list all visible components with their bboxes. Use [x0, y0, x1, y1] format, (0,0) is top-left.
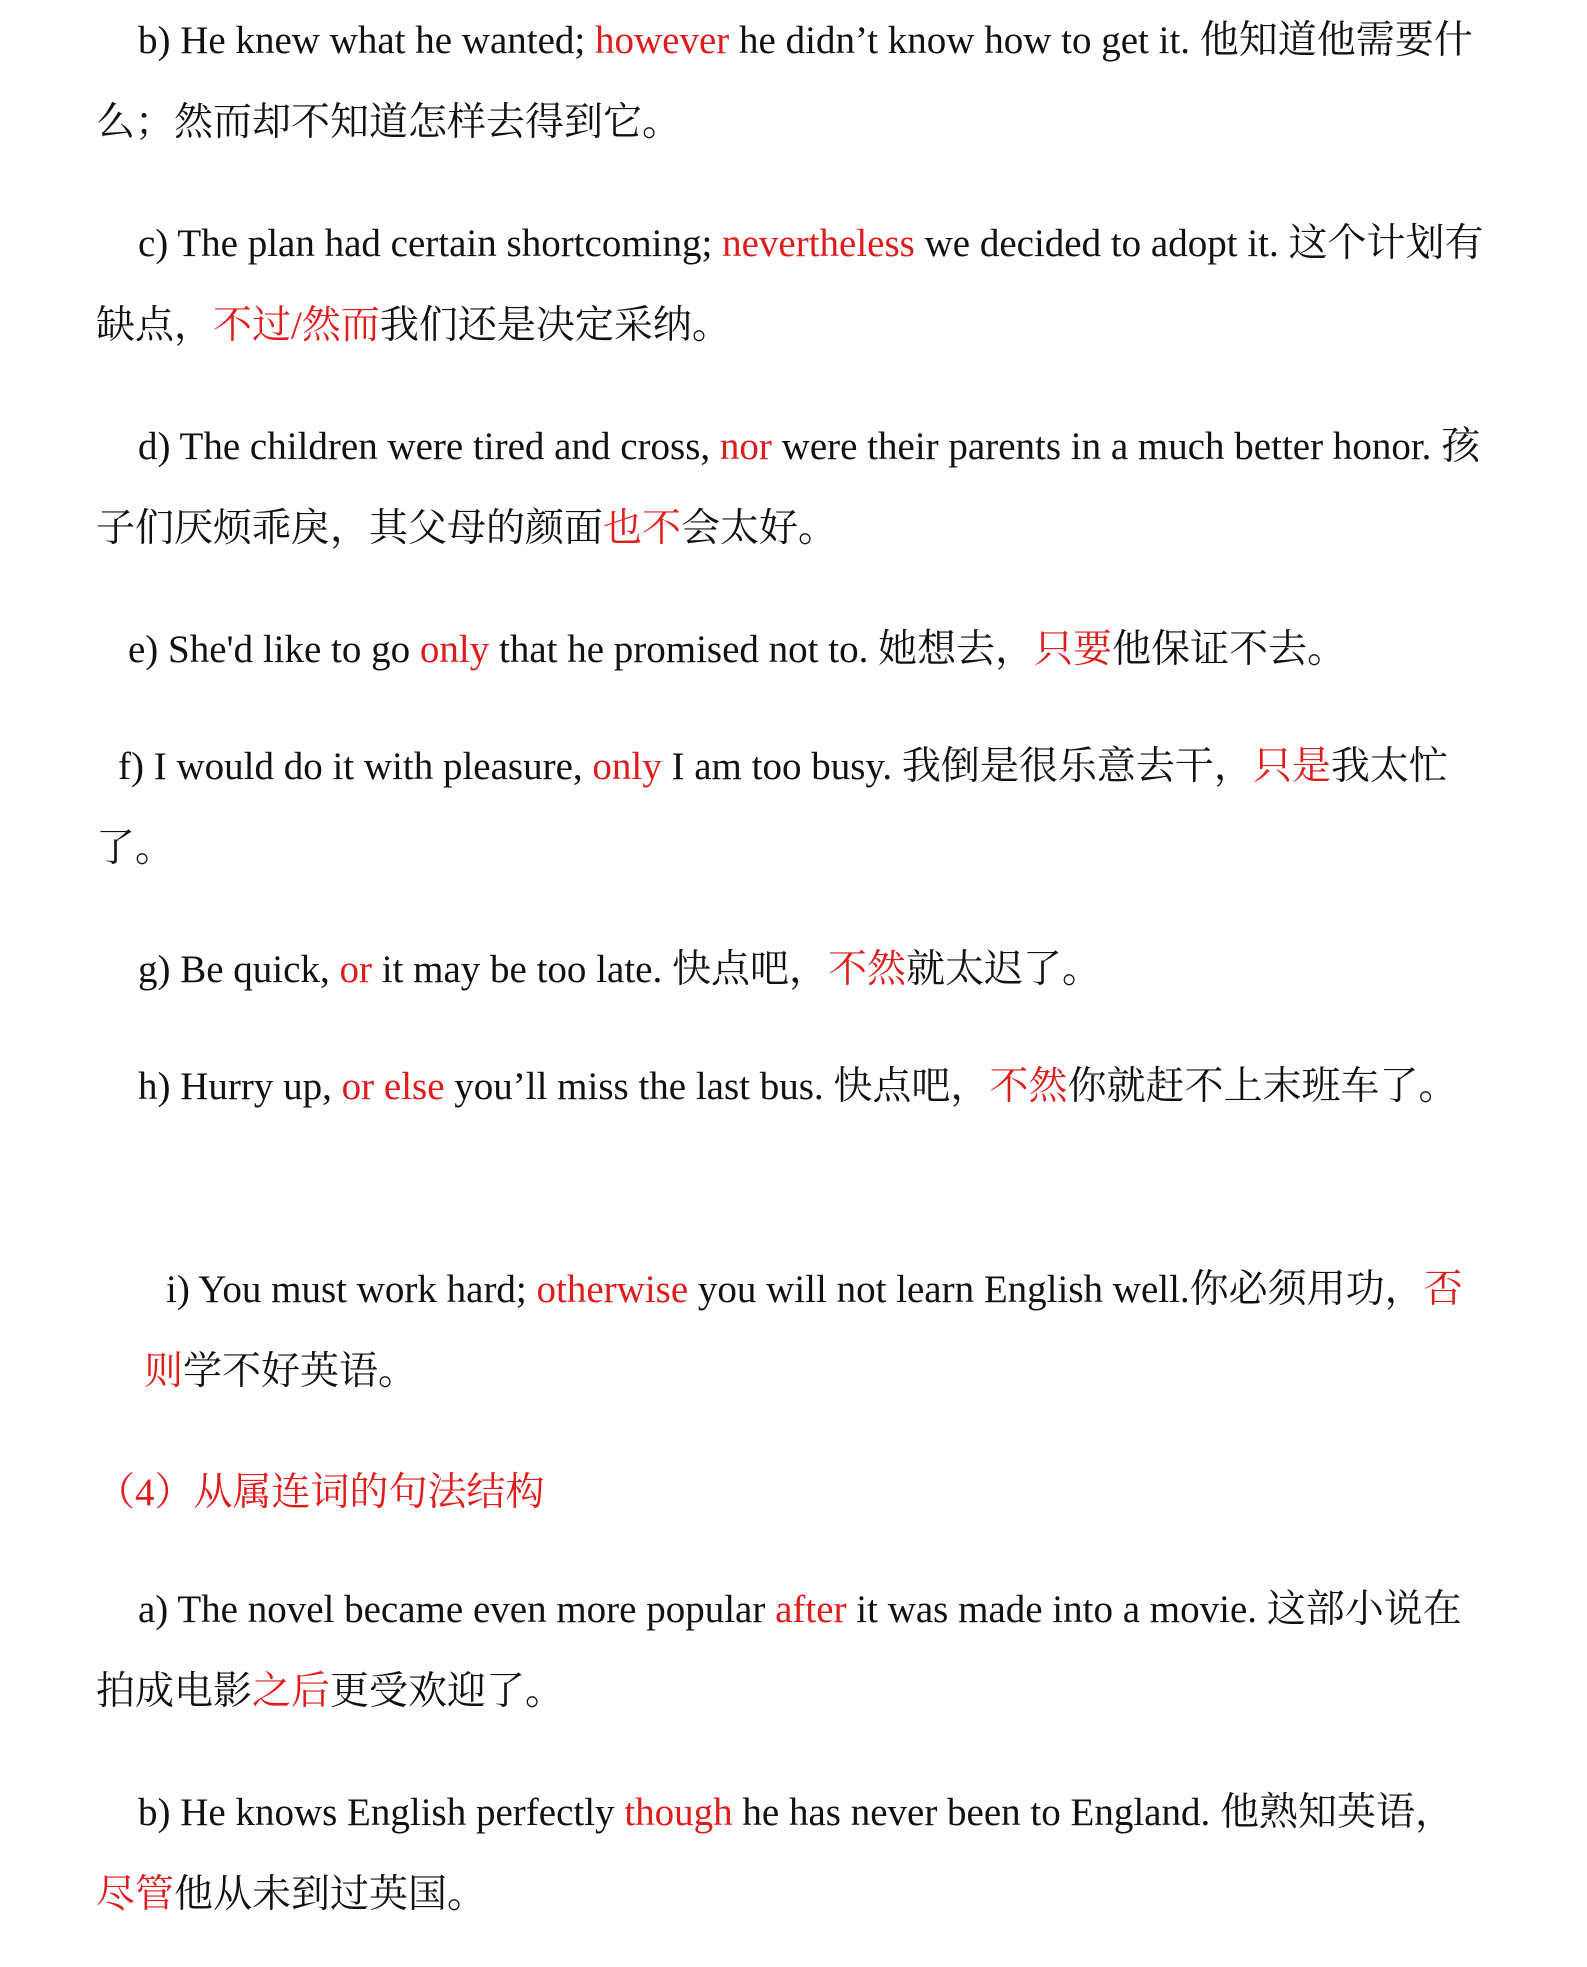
sentence-end: 会太好。: [681, 507, 838, 550]
sentence-rest: he has never been to England. 他熟知英语，: [732, 1791, 1454, 1834]
sentence-start: h) Hurry up,: [138, 1065, 342, 1108]
sentence-rest: it may be too late. 快点吧，: [371, 948, 828, 991]
keyword: however: [595, 19, 730, 62]
sentence-rest: he didn’t know how to get it. 他知道他需要什么；然而却不知道怎样去得到它。: [96, 19, 1473, 144]
sentence-start: g) Be quick,: [138, 948, 340, 991]
sentence-start: f) I would do it with pleasure,: [118, 745, 593, 788]
sentence-end: 他从未到过英国。: [174, 1873, 487, 1916]
keyword: otherwise: [536, 1268, 689, 1311]
keyword: nevertheless: [722, 222, 915, 265]
sentence-rest: that he promised not to. 她想去，: [489, 628, 1035, 671]
keyword-chinese: 也不: [603, 507, 682, 550]
example-a-after: [96, 1569, 1486, 1733]
sentence-start: b) He knows English perfectly: [138, 1791, 625, 1834]
example-g-or: [96, 929, 1486, 1011]
keyword: only: [419, 628, 490, 671]
keyword: though: [624, 1791, 733, 1834]
sentence-rest: you will not learn English well.你必须用功，: [688, 1268, 1424, 1311]
sentence-end: 就太迟了。: [906, 948, 1102, 991]
keyword-chinese: 之后: [252, 1670, 331, 1713]
example-b-though: [96, 1772, 1486, 1936]
keyword-chinese: 不然: [827, 948, 906, 991]
sentence-rest: were their parents in a much better honor. 孩子们厌烦乖戾，其父母的颜面: [96, 425, 1481, 550]
sentence-start: b) He knew what he wanted;: [138, 19, 596, 62]
sentence-rest: it was made into a movie. 这部小说在拍成电影: [96, 1588, 1462, 1713]
sentence-rest: you’ll miss the last bus. 快点吧，: [444, 1065, 990, 1108]
keyword: after: [775, 1588, 847, 1631]
keyword: only: [592, 745, 662, 788]
keyword: or else: [341, 1065, 445, 1108]
keyword-chinese: 不然: [989, 1065, 1068, 1108]
keyword-chinese: 只要: [1034, 628, 1113, 671]
example-i-otherwise: [144, 1249, 1464, 1413]
sentence-end: 我太忙了。: [96, 745, 1448, 870]
example-f-only: [96, 726, 1486, 890]
keyword-chinese: 不过/然而: [213, 304, 380, 347]
sentence-end: 我们还是决定采纳。: [379, 304, 731, 347]
keyword: nor: [719, 425, 772, 468]
keyword: or: [339, 948, 372, 991]
keyword-chinese: 否则: [144, 1268, 1463, 1393]
section-heading: （4）从属连词的句法结构: [96, 1471, 545, 1514]
sentence-start: e) She'd like to go: [128, 628, 420, 671]
example-d-nor: [96, 406, 1486, 570]
sentence-rest: we decided to adopt it. 这个计划有缺点，: [96, 222, 1484, 347]
sentence-start: c) The plan had certain shortcoming;: [138, 222, 723, 265]
sentence-end: 更受欢迎了。: [330, 1670, 565, 1713]
example-e-only: [96, 609, 1486, 691]
sentence-end: 学不好英语。: [183, 1350, 418, 1393]
sentence-end: 你就赶不上末班车了。: [1067, 1065, 1458, 1108]
example-h-or-else: [96, 1046, 1486, 1128]
sentence-end: 他保证不去。: [1112, 628, 1347, 671]
keyword-chinese: 只是: [1252, 745, 1331, 788]
example-c-nevertheless: [96, 203, 1486, 367]
sentence-start: i) You must work hard;: [166, 1268, 537, 1311]
example-b-however: [96, 0, 1486, 164]
keyword-chinese: 尽管: [96, 1873, 175, 1916]
sentence-start: d) The children were tired and cross,: [138, 425, 720, 468]
sentence-start: a) The novel became even more popular: [138, 1588, 776, 1631]
sentence-rest: I am too busy. 我倒是很乐意去干，: [661, 745, 1253, 788]
